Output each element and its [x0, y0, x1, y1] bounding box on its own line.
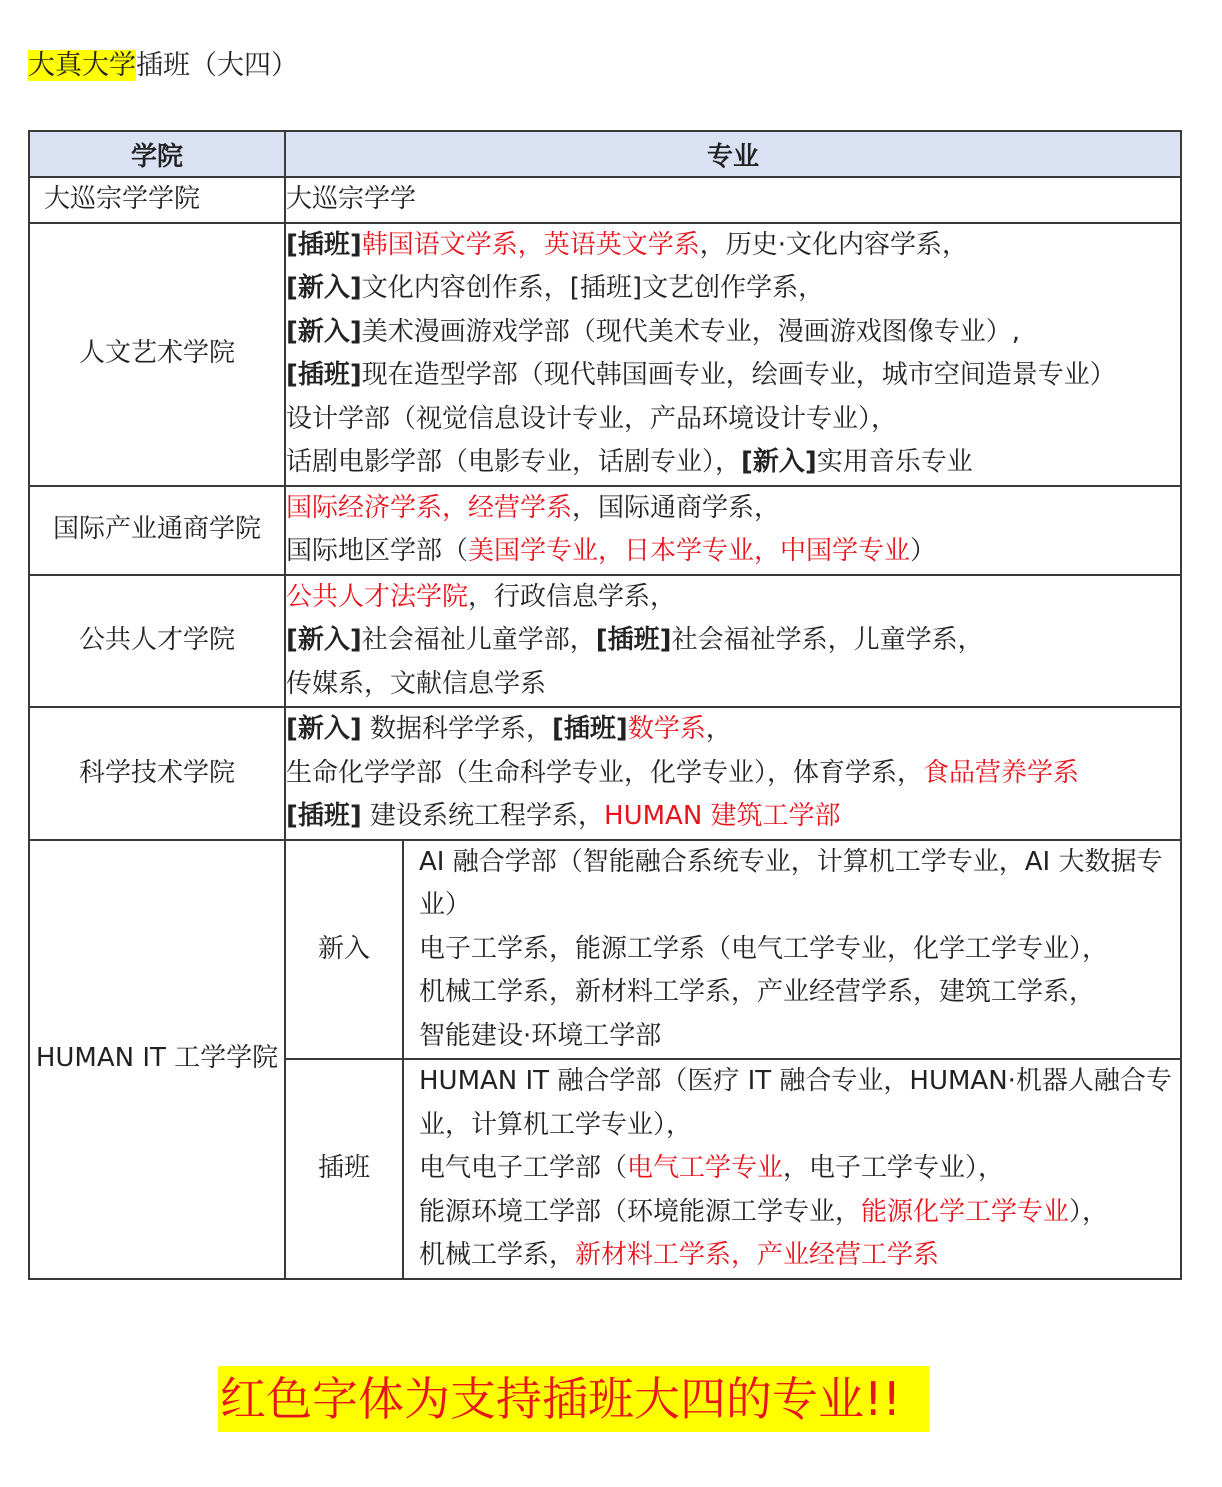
table-row	[29, 177, 1181, 223]
tag-label: [插班]	[286, 801, 362, 831]
sub-row-new	[286, 841, 1180, 1060]
tag-label: [新入]	[286, 273, 362, 303]
majors-cell	[285, 575, 1181, 708]
major-line	[286, 441, 1180, 485]
major-line: 设计学部（视觉信息设计专业，产品环境设计专业），	[286, 403, 898, 434]
red-major: 公共人才法学院	[286, 581, 469, 612]
major-line	[419, 1147, 1172, 1191]
major-text: 机械工学系，	[419, 1240, 576, 1270]
major-line	[286, 530, 1180, 574]
table-row	[29, 486, 1181, 575]
college-cell: 大巡宗学学院	[29, 177, 285, 223]
major-line: 传媒系，文献信息学系	[286, 668, 547, 699]
major-line	[286, 354, 1180, 398]
tag-label: [新入]	[286, 714, 362, 744]
college-cell: 科学技术学院	[29, 707, 285, 840]
major-text: 现在造型学部（现代韩国画专业，绘画专业，城市空间造景专业）	[361, 360, 1116, 390]
major-text: 电气电子工学部（	[419, 1153, 628, 1183]
red-major: 食品营养学系	[923, 757, 1080, 788]
major-text: 话剧电影学部（电影专业，话剧专业），	[286, 447, 742, 477]
college-cell: HUMAN IT 工学学院	[29, 840, 285, 1279]
major-text: 社会福祉学系，儿童学系，	[671, 625, 984, 655]
major-text: 美术漫画游戏学部（现代美术专业，漫画游戏图像专业）,	[361, 316, 1021, 347]
sub-row-transfer	[286, 1059, 1180, 1278]
tag-label: [新入]	[286, 625, 362, 655]
majors-cell	[285, 707, 1181, 840]
major-line	[286, 619, 1180, 663]
major-text: 数据科学学系，	[361, 714, 553, 744]
sub-table	[286, 841, 1180, 1278]
table-row	[29, 707, 1181, 840]
major-line	[419, 1191, 1172, 1235]
college-cell: 人文艺术学院	[29, 223, 285, 486]
major-text: 能源环境工学部（环境能源工学专业，	[419, 1196, 862, 1227]
tag-label: [插班]	[595, 625, 672, 655]
table-row	[29, 223, 1181, 486]
new-tag: 新入	[286, 841, 403, 1060]
header-major: 专业	[285, 131, 1181, 177]
title-suffix: 插班（大四）	[136, 50, 298, 81]
major-line: 大巡宗学学	[286, 184, 417, 214]
major-line: HUMAN IT 融合学部（医疗 IT 融合专业，HUMAN·机器人融合专业，计算机工学专业），	[419, 1066, 1172, 1140]
major-text: 国际地区学部（	[286, 536, 469, 566]
major-line	[286, 795, 1180, 839]
sub-majors-cell	[403, 1059, 1180, 1278]
college-cell: 公共人才学院	[29, 575, 285, 708]
red-major: 国际经济学系，经营学系	[286, 492, 573, 523]
red-major: HUMAN 建筑工学部	[604, 801, 841, 831]
major-text: ，国际通商学系，	[572, 492, 781, 523]
red-major: 美国学专业，日本学专业，中国学专业	[468, 536, 911, 566]
red-major: 能源化学工学专业	[861, 1196, 1070, 1227]
majors-cell	[285, 486, 1181, 575]
tag-label: [插班]	[552, 714, 628, 744]
major-line	[286, 708, 1180, 752]
major-line	[286, 224, 1180, 268]
major-text: 社会福祉儿童学部，	[361, 625, 596, 655]
majors-cell	[285, 840, 1181, 1279]
header-college: 学院	[29, 131, 285, 177]
major-text: ，行政信息学系，	[468, 581, 677, 612]
major-line	[286, 576, 1180, 620]
red-major: 韩国语文学系，英语英文学系	[361, 229, 700, 260]
major-text: ）	[910, 536, 937, 566]
transfer-tag: 插班	[286, 1059, 403, 1278]
red-major: 电气工学专业	[627, 1153, 784, 1183]
major-line	[419, 1234, 1172, 1278]
major-line: 机械工学系，新材料工学系，产业经营学系，建筑工学系，	[419, 977, 1096, 1007]
major-text: ，历史·文化内容学系，	[699, 229, 969, 260]
table-header-row	[29, 131, 1181, 177]
major-text: ，	[705, 714, 732, 744]
title-university: 大真大学	[28, 50, 136, 81]
college-cell: 国际产业通商学院	[29, 486, 285, 575]
tag-label: [新入]	[286, 316, 362, 347]
major-line	[286, 311, 1180, 355]
major-line	[286, 752, 1180, 796]
major-text: 建设系统工程学系，	[361, 801, 605, 831]
major-text: ），	[1069, 1196, 1109, 1227]
major-line	[286, 487, 1180, 531]
footer-note: 红色字体为支持插班大四的专业!!	[218, 1366, 929, 1432]
major-line: 电子工学系，能源工学系（电气工学专业，化学工学专业），	[419, 933, 1109, 964]
major-text: 文化内容创作系，[插班]文艺创作学系，	[361, 273, 825, 303]
major-line	[286, 267, 1180, 311]
major-text: 生命化学学部（生命科学专业，化学专业），体育学系，	[286, 757, 924, 788]
table-row	[29, 575, 1181, 708]
table-row	[29, 840, 1181, 1279]
red-major: 新材料工学系，产业经营工学系	[575, 1240, 940, 1270]
majors-cell	[285, 223, 1181, 486]
tag-label: [插班]	[286, 229, 362, 260]
tag-label: [插班]	[286, 360, 362, 390]
majors-cell	[285, 177, 1181, 223]
major-text: ，电子工学专业），	[783, 1153, 1005, 1183]
major-line: AI 融合学部（智能融合系统专业，计算机工学专业，AI 大数据专业）	[419, 846, 1163, 920]
major-text: 实用音乐专业	[816, 447, 973, 477]
red-major: 数学系	[627, 714, 706, 744]
page-title	[28, 46, 298, 86]
sub-majors-cell	[403, 841, 1180, 1060]
major-line: 智能建设·环境工学部	[419, 1020, 662, 1051]
majors-table	[28, 130, 1182, 1280]
tag-label: [新入]	[741, 447, 817, 477]
